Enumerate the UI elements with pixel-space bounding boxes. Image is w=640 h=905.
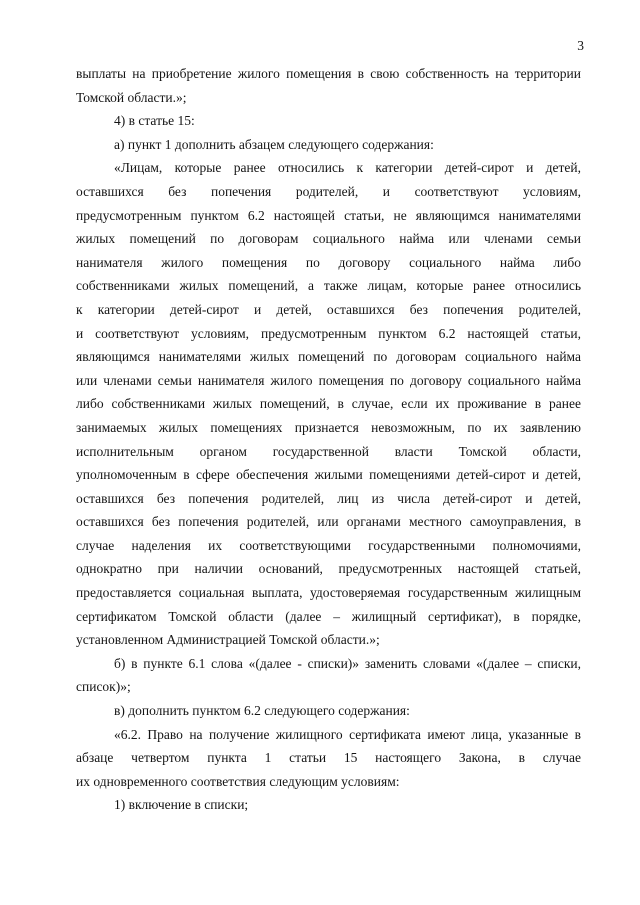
- page-number: 3: [577, 38, 584, 53]
- text-line: установленном Администрацией Томской области.»;: [76, 632, 380, 648]
- text-line: «Лицам, которые ранее относились к категории детей-сирот и детей,: [114, 160, 581, 176]
- text-line: список)»;: [76, 679, 131, 695]
- text-line: собственниками жилых помещений, а также лицам, которые ранее относились: [76, 278, 581, 294]
- text-line: являющимся нанимателями жилых помещений по договорам социального найма: [76, 349, 581, 365]
- text-line: предоставляется социальная выплата, удостоверяемая государственным жилищным: [76, 585, 581, 601]
- text-line: сертификатом Томской области (далее – жилищный сертификат), в порядке,: [76, 608, 581, 624]
- text-line: оставшихся без попечения родителей, лиц из числа детей-сирот и детей,: [76, 490, 581, 506]
- text-line: исполнительным органом государственной власти Томской области,: [76, 443, 581, 459]
- text-line: нанимателя жилого помещения по договору социального найма либо: [76, 254, 581, 270]
- text-line: либо собственниками жилых помещений, в случае, если их проживание в ранее: [76, 396, 581, 412]
- text-line: б) в пункте 6.1 слова «(далее - списки)» заменить словами «(далее – списки,: [114, 655, 581, 671]
- text-line: уполномоченным в сфере обеспечения жилыми помещениями детей-сирот и детей,: [76, 467, 581, 483]
- text-line: «6.2. Право на получение жилищного сертификата имеют лица, указанные в: [114, 726, 581, 742]
- text-line: абзаце четвертом пункта 1 статьи 15 настоящего Закона, в случае: [76, 750, 581, 766]
- text-line: в) дополнить пунктом 6.2 следующего содержания:: [114, 703, 410, 719]
- text-line: выплаты на приобретение жилого помещения в свою собственность на территории: [76, 66, 581, 81]
- text-line: и соответствуют условиям, предусмотренным пунктом 6.2 настоящей статьи,: [76, 325, 581, 341]
- text-line: их одновременного соответствия следующим условиям:: [76, 773, 400, 789]
- text-line: предусмотренным пунктом 6.2 настоящей статьи, не являющимся нанимателями: [76, 207, 581, 223]
- text-line: занимаемых жилых помещениях признается невозможным, по их заявлению: [76, 419, 581, 435]
- text-line: оставшихся без попечения родителей, или органами местного самоуправления, в: [76, 514, 581, 530]
- text-line: однократно при наличии оснований, предусмотренных настоящей статьей,: [76, 561, 581, 577]
- text-line: жилых помещений по договорам социального найма или членами семьи: [76, 231, 581, 247]
- text-line: или членами семьи нанимателя жилого помещения по договору социального найма: [76, 372, 581, 388]
- text-line: 1) включение в списки;: [114, 797, 249, 813]
- body-text: [76, 62, 581, 817]
- text-line: оставшихся без попечения родителей, и соответствуют условиям,: [76, 183, 581, 199]
- text-line: случае наделения их соответствующими государственными полномочиями,: [76, 537, 581, 553]
- text-line: а) пункт 1 дополнить абзацем следующего содержания:: [114, 136, 434, 152]
- text-line: Томской области.»;: [76, 89, 187, 105]
- text-line: к категории детей-сирот и детей, оставшихся без попечения родителей,: [76, 301, 581, 317]
- text-line: 4) в статье 15:: [114, 113, 195, 129]
